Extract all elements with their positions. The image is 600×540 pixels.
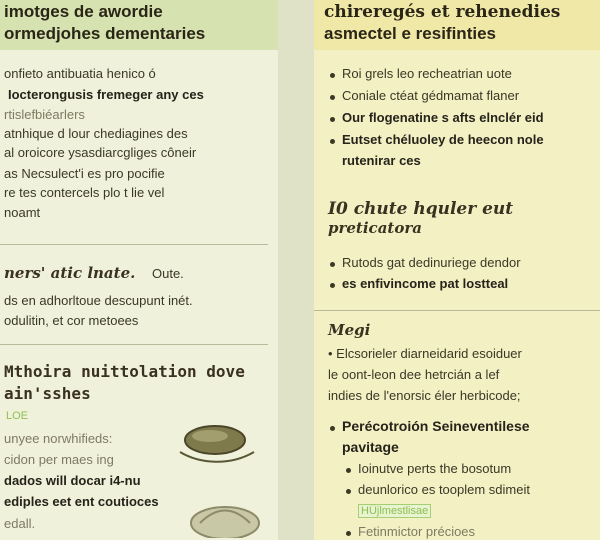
left-section3-tag: LOE (6, 410, 29, 422)
bullet-dot (330, 95, 335, 100)
right-bullet: Our flogenatine s afts elnclér eid (342, 110, 544, 125)
right-section4-tag: HÜjlmestlisae (358, 504, 431, 518)
right-section3-line: • Elcsorieler diarneidarid esoiduer (328, 346, 522, 361)
left-divider (0, 244, 268, 245)
left-header-line2: ormedjohes dementaries (4, 24, 206, 43)
left-para-line: re tes contercels plo t lie vel (4, 185, 165, 200)
right-bullet: Coniale ctéat gédmamat flaner (342, 88, 520, 103)
right-section2-title: preticatora (328, 219, 422, 237)
right-section2-bullet: es enfivincome pat lostteal (342, 276, 509, 291)
right-section4-subitem: Ioinutve perts the bosotum (358, 461, 512, 476)
bullet-dot (346, 489, 351, 494)
right-section3-line: indies de l'enorsic éler herbicode; (328, 388, 521, 403)
left-header-line1: imotges de awordie (4, 2, 163, 21)
column-gutter (278, 0, 314, 540)
right-bullet: Roi grels leo recheatrian uote (342, 66, 512, 81)
left-section3-line: dados will docar i4-nu (4, 473, 141, 488)
right-section4-last: Fetinmictor précioes (358, 524, 476, 539)
left-divider (0, 344, 268, 345)
left-section2-line: ds en adhorltoue descupunt inét. (4, 293, 193, 308)
root-illustration (180, 488, 270, 538)
right-header-line2: asmectel e resifinties (324, 24, 496, 43)
right-section4-title: Perécotroión Seineventilese (342, 418, 530, 434)
right-divider (314, 310, 600, 311)
left-para-line: atnhique d lour chediagines des (4, 126, 188, 141)
left-column (0, 0, 278, 540)
leaf-illustration (170, 412, 260, 482)
left-para-line: as Necsulect'i es pro pocifie (4, 166, 165, 181)
left-section3-line: unyee norwhifieds: (4, 431, 113, 446)
left-section2-title: ners' atic lnate. (4, 264, 136, 282)
right-section3-title: Megi (328, 321, 371, 339)
left-section2-line: odulitin, et cor metoees (4, 313, 139, 328)
left-section3-line: cidon per maes ing (4, 452, 114, 467)
left-section3-title: ain'sshes (4, 384, 91, 403)
left-para-line: noamt (4, 205, 41, 220)
left-para-line: al oroicore ysasdiarcgliges côneir (4, 145, 197, 160)
bullet-dot (330, 117, 335, 122)
bullet-dot (346, 531, 351, 536)
left-para-line: rtislefbiéarlers (4, 107, 85, 122)
bullet-dot (330, 426, 335, 431)
bullet-dot (330, 262, 335, 267)
left-para-line: Iocterongusis fremeger any ces (8, 87, 204, 102)
right-section3-line: le oont-leon dee hetrcián a lef (328, 367, 500, 382)
right-section4-subitem: deunlorico es tooplem sdimeit (358, 482, 530, 497)
left-section3-line: ediples eet ent coutioces (4, 494, 159, 509)
left-section2-title-suffix: Oute. (152, 266, 184, 281)
right-section2-title: I0 chute hquler eut (328, 199, 514, 219)
right-header-line1: chireregés et rehenedies (324, 2, 561, 22)
bullet-dot (330, 283, 335, 288)
right-bullet-continuation: rutenirar ces (342, 153, 421, 168)
left-section3-title: Mthoira nuittolation dove (4, 362, 245, 381)
left-section3-line: edall. (4, 516, 36, 531)
left-para-line: onfieto antibuatia henico ó (4, 66, 156, 81)
bullet-dot (330, 73, 335, 78)
bullet-dot (346, 468, 351, 473)
right-section4-title: pavitage (342, 439, 399, 455)
right-column (314, 0, 600, 540)
right-bullet: Eutset chéluoley de heecon nole (342, 132, 544, 147)
right-section2-bullet: Rutods gat dedinuriege dendor (342, 255, 521, 270)
bullet-dot (330, 139, 335, 144)
